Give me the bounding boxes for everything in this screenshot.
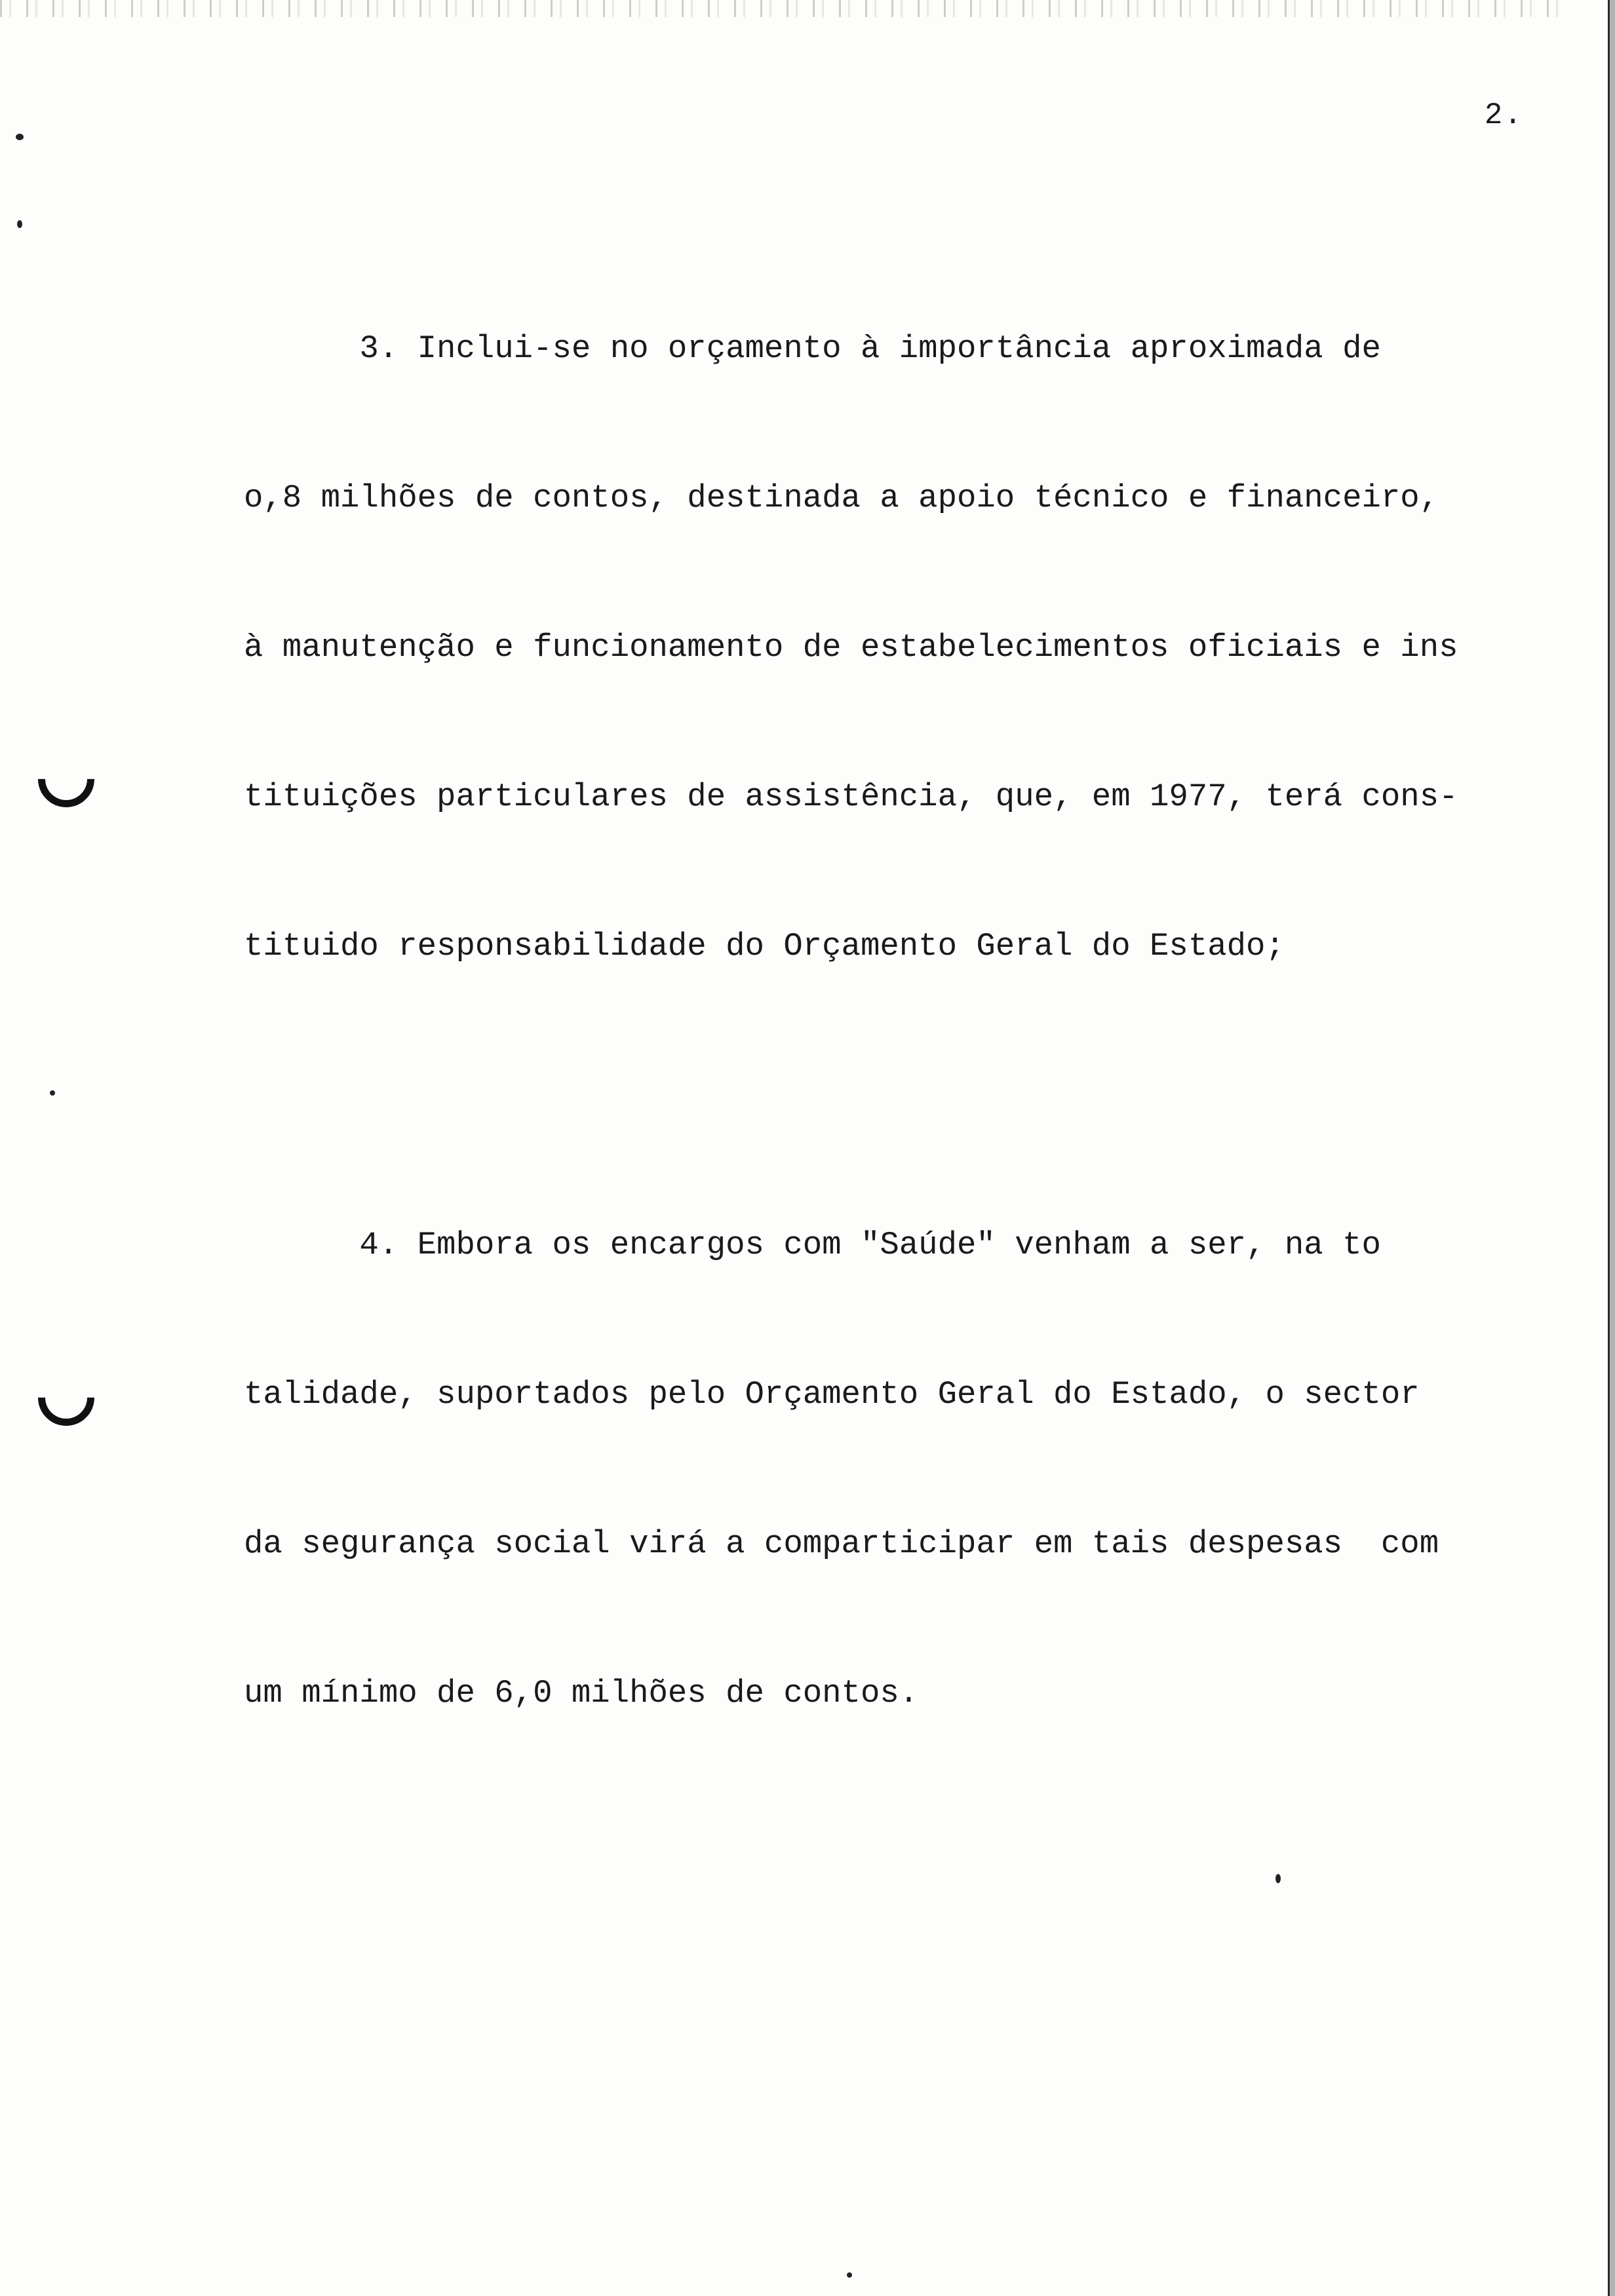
text-line: um mínimo de 6,0 milhões de contos.: [244, 1675, 919, 1712]
punch-hole-mark: [26, 1358, 106, 1438]
paragraph-3: [244, 224, 1502, 1071]
punch-hole-mark: [26, 739, 106, 819]
text-line: à manutenção e funcionamento de estabelecimentos oficiais e ins: [244, 629, 1458, 666]
text-line: 4. Embora os encargos com "Saúde" venham a ser, na to: [244, 1227, 1381, 1263]
scan-speck: [17, 220, 22, 228]
paragraph-4: [244, 1120, 1502, 1818]
scan-right-edge: [1606, 0, 1615, 2296]
scan-top-edge: [0, 0, 1573, 17]
page-number: 2.: [1484, 98, 1523, 132]
paragraph-spacer: [244, 1071, 1502, 1120]
text-line: da segurança social virá a comparticipar em tais despesas com: [244, 1525, 1439, 1562]
scan-speck: [16, 134, 24, 140]
text-line: tituido responsabilidade do Orçamento Geral do Estado;: [244, 928, 1285, 965]
text-line: tituições particulares de assistência, que, em 1977, terá cons-: [244, 778, 1458, 815]
scan-speck: [50, 1090, 55, 1096]
document-body: [244, 224, 1502, 1818]
scan-speck: [1275, 1874, 1281, 1883]
text-line: o,8 milhões de contos, destinada a apoio técnico e financeiro,: [244, 480, 1439, 516]
text-line: 3. Inclui-se no orçamento à importância aproximada de: [244, 330, 1381, 367]
text-line: talidade, suportados pelo Orçamento Geral do Estado, o sector: [244, 1376, 1420, 1413]
scan-speck: [847, 2272, 852, 2278]
